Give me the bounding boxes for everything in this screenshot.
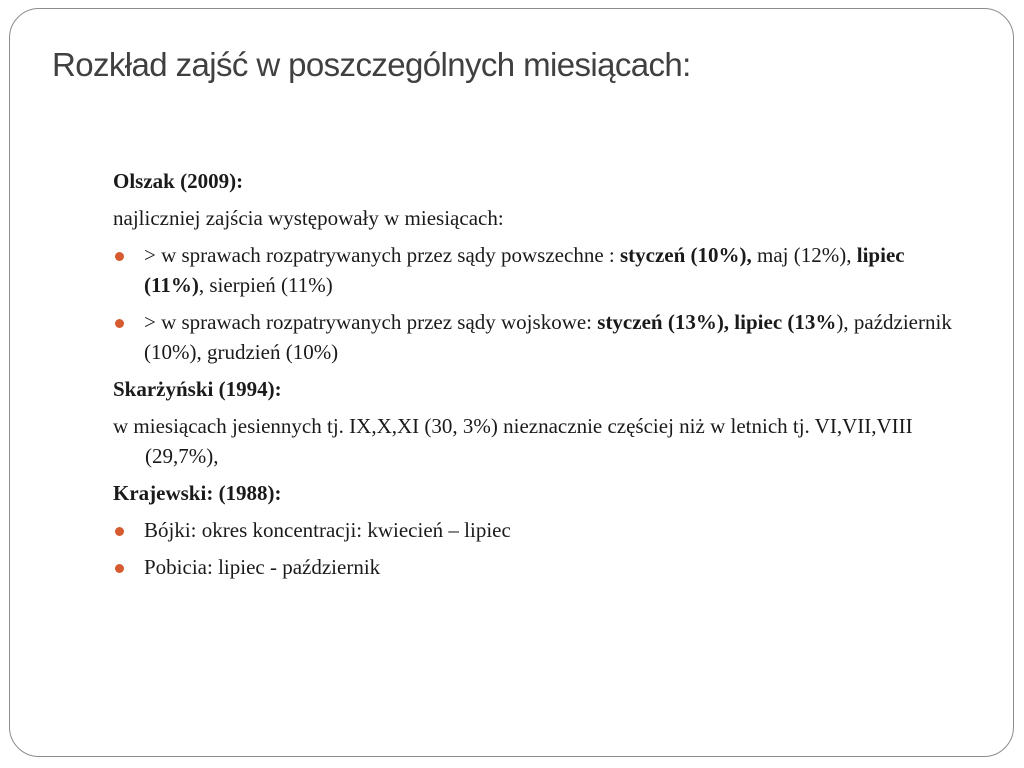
olszak-heading: Olszak (2009): (113, 169, 244, 193)
bullet-text: > w sprawach rozpatrywanych przez sądy powszechne : styczeń (10%), maj (12%), lipiec (11%), sierpień (11%) (144, 243, 905, 297)
bullet-icon (115, 252, 124, 261)
skarzynski-heading: Skarżyński (1994): (113, 377, 282, 401)
bullet-text: Pobicia: lipiec - październik (144, 555, 381, 579)
list-item (113, 240, 953, 300)
bullet-text: Bójki: okres koncentracji: kwiecień – lipiec (144, 518, 511, 542)
bullet-icon (115, 564, 124, 573)
bullet-text: > w sprawach rozpatrywanych przez sądy wojskowe: styczeń (13%), lipiec (13%), październik (10%), grudzień (10%) (144, 310, 952, 364)
slide-title: Rozkład zajść w poszczególnych miesiącach: (52, 46, 691, 83)
krajewski-heading: Krajewski: (1988): (113, 481, 282, 505)
list-item (113, 515, 953, 545)
skarzynski-text: w miesiącach jesiennych tj. IX,X,XI (30, 3%) nieznacznie częściej niż w letnich tj. VI,VII,VIII (29,7%), (113, 414, 913, 468)
bullet-icon (115, 319, 124, 328)
list-item (113, 552, 953, 582)
bullet-icon (115, 527, 124, 536)
olszak-intro: najliczniej zajścia występowały w miesiącach: (113, 206, 504, 230)
list-item (113, 307, 953, 367)
slide-content (113, 166, 953, 589)
